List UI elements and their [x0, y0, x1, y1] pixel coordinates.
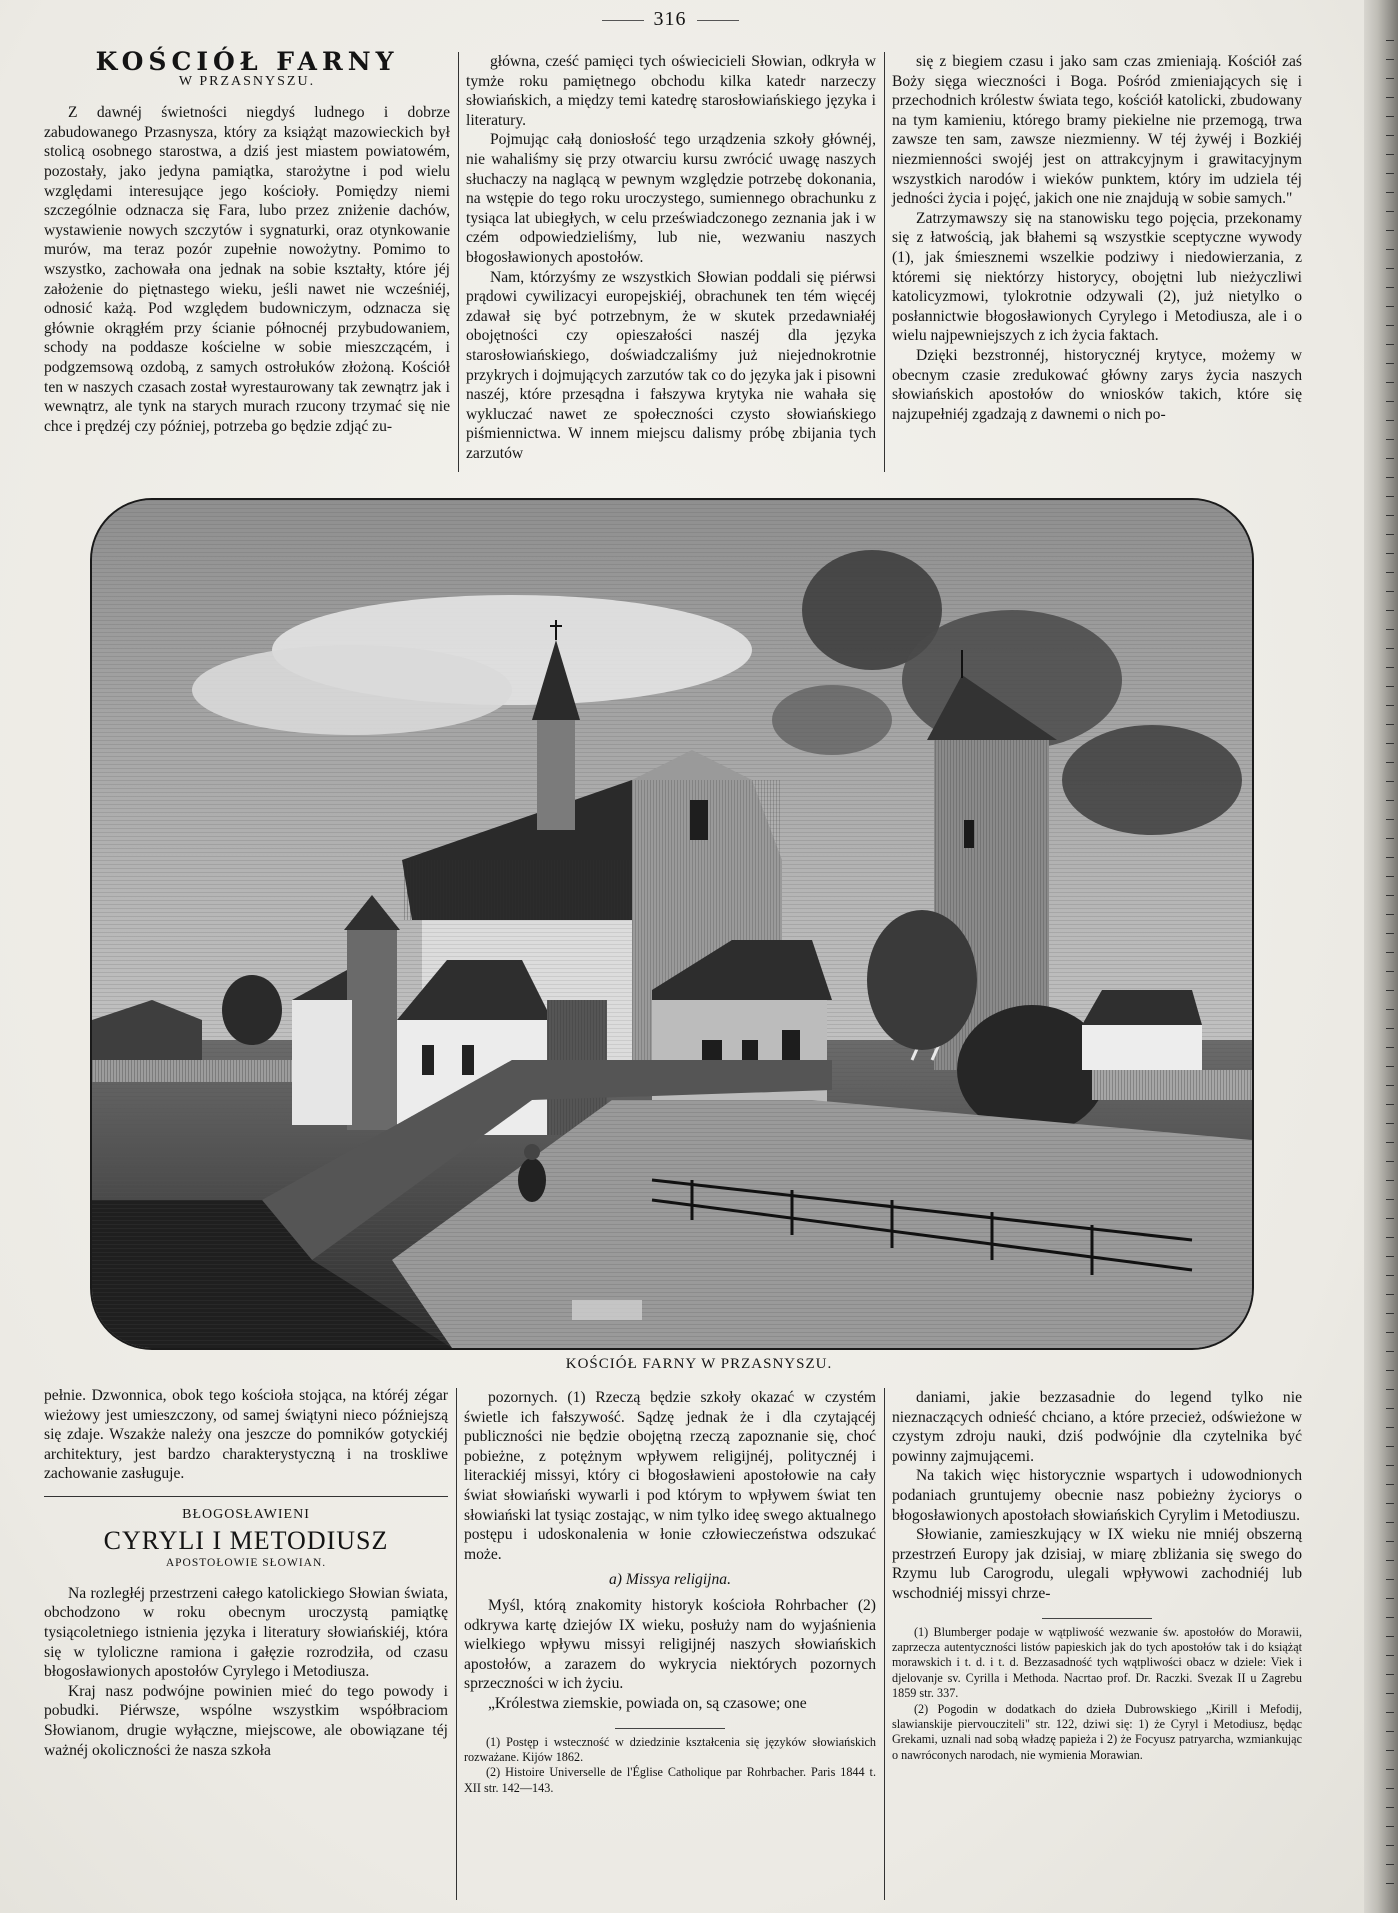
edge-text-line: [1386, 1731, 1394, 1732]
paragraph: Z dawnéj świetności niegdyś ludnego i dobrze zabudowanego Przasnysza, który za książąt mazowieckich był stolicą osobnego starostwa, a dziś jest miastem powiatowém, pozostały, jako jedyna pamiątka, starożytne i pod wielu względami interesujące jego kościoły. Pomiędzy niemi szczególnie odznacza się Fara, lubo przez zniżenie dachów, wystawienie nowych szczytów i sygnaturki, oraz otynkowanie murów, ma teraz pozór zupełnie nowożytny. Pomimo to wszystko, zachowała ona jednak na sobie kształty, które jéj założenie do piętnastego wieku, jeśli nawet nie wcześniéj, odnosić każą. Pod względem budowniczym, odznacza się głównie okrągłém przy ścianie północnéj przybudowaniem, schody na poddasze kościelne w sobie mieszczącém, i podgzemsową ozdobą, z samych ostrołuków złożoną. Kościół ten w naszych czasach został wyrestaurowany tak zewnątrz jak i wewnątrz, ale tynk na starych murach rzucony trzymać się nie chce i prędzéj czy później, potrzeba go będzie zdjąć zu-: [44, 104, 450, 435]
edge-text-line: [1386, 1009, 1394, 1010]
edge-text-line: [1386, 1655, 1394, 1656]
edge-text-line: [1386, 667, 1394, 668]
footnotes: [464, 1735, 876, 1797]
edge-text-line: [1386, 458, 1394, 459]
edge-text-line: [1386, 1218, 1394, 1219]
edge-text-line: [1386, 781, 1394, 782]
edge-text-line: [1386, 572, 1394, 573]
edge-text-line: [1386, 1807, 1394, 1808]
edge-text-line: [1386, 1028, 1394, 1029]
edge-text-line: [1386, 1313, 1394, 1314]
paragraph-group: [892, 1388, 1302, 1604]
edge-text-line: [1386, 1674, 1394, 1675]
paragraph-group: [466, 52, 876, 463]
paragraph: Myśl, którą znakomity historyk kościoła Rohrbacher (2) odkrywa kartę dziejów IX wieku, posłuży nam do wyjaśnienia wielkiego wpływu missyi religijnéj naszych słowiańskich apostołów, a zarazem do wykrycia niektórych pozornych sprzeczności w ich życiu.: [464, 1596, 876, 1693]
edge-text-line: [1386, 401, 1394, 402]
edge-text-line: [1386, 1047, 1394, 1048]
edge-text-line: [1386, 1522, 1394, 1523]
footnotes: [892, 1625, 1302, 1764]
edge-text-line: [1386, 382, 1394, 383]
paragraph-group: [892, 52, 1302, 424]
edge-text-line: [1386, 344, 1394, 345]
edge-text-line: [1386, 173, 1394, 174]
paragraph: Na takich więc historycznie wspartych i udowodnionych podaniach gruntujemy obecnie nasz pobieżny życiorys o błogosławionych apostołach słowiańskich Cyrylim i Metodiuszu.: [892, 1467, 1302, 1524]
edge-text-line: [1386, 1408, 1394, 1409]
edge-text-line: [1386, 325, 1394, 326]
edge-text-line: [1386, 1617, 1394, 1618]
edge-text-line: [1386, 1161, 1394, 1162]
edge-text-line: [1386, 648, 1394, 649]
paragraph: Słowianie, zamieszkujący w IX wieku nie mniéj obszerną przestrzeń Europy jak dzisiaj, w miarę zbliżania się swego do Rzymu lub Carogrodu, ulegali wpływowi zachodniéj lub wschodniéj missyi chrze-: [892, 1526, 1302, 1602]
edge-text-line: [1386, 1541, 1394, 1542]
paragraph: główna, cześć pamięci tych oświecicieli Słowian, odkryła w tymże roku pamiętnego obchodu kilka katedr narzeczy słowiańskich, a między temi katedrę starosłowiańskiego języka i literatury.: [466, 53, 876, 129]
edge-text-line: [1386, 496, 1394, 497]
edge-text-line: [1386, 1180, 1394, 1181]
article-title: KOŚCIÓŁ FARNY: [95, 47, 399, 76]
edge-text-line: [1386, 933, 1394, 934]
edge-text-line: [1386, 762, 1394, 763]
edge-text-line: [1386, 1332, 1394, 1333]
edge-text-line: [1386, 1693, 1394, 1694]
edge-text-line: [1386, 1066, 1394, 1067]
edge-text-line: [1386, 971, 1394, 972]
upper-column-1: [44, 47, 450, 436]
edge-text-line: [1386, 1560, 1394, 1561]
edge-text-line: [1386, 895, 1394, 896]
footnote-rule: [1042, 1618, 1152, 1619]
column-divider: [456, 1388, 457, 1900]
edge-text-line: [1386, 990, 1394, 991]
section-title: CYRYLI I METODIUSZ: [103, 1525, 389, 1555]
edge-text-line: [1386, 1446, 1394, 1447]
edge-text-line: [1386, 211, 1394, 212]
section-subtitle: APOSTOŁOWIE SŁOWIAN.: [165, 1557, 327, 1570]
upper-column-2: [466, 52, 876, 463]
paragraph: Pojmując całą doniosłość tego urządzenia szkoły głównéj, nie wahaliśmy się przy otwarciu kursu zwrócić uwagę naszych słuchaczy na naglącą w pewnym względzie potrzebę dokonania, na wstępie do tego roku uroczystego, sumiennego obrachunku z tysiąca lat ubiegłych, w celu przeświadczonego zeznania jak i w czém odpowiedzieliśmy, lub nie, wezwaniu naszych błogosławionych apostołów.: [466, 131, 876, 266]
lower-column-2: [464, 1388, 876, 1796]
edge-text-line: [1386, 1769, 1394, 1770]
column-divider: [884, 52, 885, 472]
edge-text-line: [1386, 724, 1394, 725]
paragraph: Nam, którzyśmy ze wszystkich Słowian poddali się piérwsi prądowi cywilizacyi europejskiéj, obrachunek ten tém więcéj zdawał się być potrzebnym, że w skutek przedawniałéj obojętności czy opieszałości naszéj dla języka starosłowiańskiego, doświadczaliśmy już niejednokrotnie przykrych i dojmujących zarzutów tak co do języka jak i pisowni naszéj, które przesądna i fałszywa krytyka nie wahała się wykluczać nawet ze społeczności czysto słowiańskiego piśmiennictwa. W innem miejscu dalismy próbę zbijania tych zarzutów: [466, 268, 876, 462]
column-divider: [458, 52, 459, 472]
edge-text-line: [1386, 534, 1394, 535]
edge-text-line: [1386, 1636, 1394, 1637]
subsection-heading: a) Missya religijna.: [609, 1571, 731, 1589]
paragraph-group: [44, 103, 450, 436]
edge-text-line: [1386, 1351, 1394, 1352]
edge-text-line: [1386, 1788, 1394, 1789]
edge-text-line: [1386, 306, 1394, 307]
edge-text-line: [1386, 819, 1394, 820]
church-engraving: [92, 500, 1252, 1348]
paragraph: Dzięki bezstronnéj, historycznéj krytyce, możemy w obecnym czasie zredukować główny zarys życia naszych słowiańskich apostołów do wniosków takich, które się najzupełniéj zgadzają z dawnemi o nich po-: [892, 346, 1302, 423]
edge-text-line: [1386, 40, 1394, 41]
edge-text-line: [1386, 135, 1394, 136]
edge-text-line: [1386, 1503, 1394, 1504]
edge-text-line: [1386, 1142, 1394, 1143]
paragraph: Na rozległéj przestrzeni całego katolickiego Słowian świata, obchodzono w roku obecnym uroczystą pamiątkę tysiącoletniego istnienia języka i literatury słowiańskiéj, która się w tyloliczne ramiona i gałęzie rozrodziła, od czasu błogosławionych apostołów Cyrylego i Metodiusza.: [44, 1584, 448, 1681]
edge-text-line: [1386, 1237, 1394, 1238]
edge-text-line: [1386, 230, 1394, 231]
edge-text-line: [1386, 1085, 1394, 1086]
paragraph: daniami, jakie bezzasadnie do legend tylko nie nieznaczących odnieść chciano, a które przecież, odświeżone w czystym zdroju nauki, dziś podwójnie dla czytelnika być powinny zajmującemi.: [892, 1389, 1302, 1465]
edge-text-line: [1386, 1370, 1394, 1371]
edge-text-line: [1386, 857, 1394, 858]
edge-text-line: [1386, 705, 1394, 706]
footnote: (2) Pogodin w dodatkach do dzieła Dubrowskiego „Kirill i Mefodij, slawianskije piervoucziteli" str. 122, dziwi się: 1) że Cyryl i Metodiusz, będąc Grekami, uznali nad sobą władzę papieża i 2) że Focyusz patryarcha, wzmiankując o nawróconych narodach, nie wymienia Morawian.: [892, 1701, 1302, 1762]
edge-text-line: [1386, 1256, 1394, 1257]
edge-text-line: [1386, 59, 1394, 60]
edge-text-line: [1386, 629, 1394, 630]
lower-column-3: [892, 1388, 1302, 1763]
edge-text-line: [1386, 1275, 1394, 1276]
edge-text-line: [1386, 154, 1394, 155]
footnote: (1) Blumberger podaje w wątpliwość wezwanie św. apostołów do Morawii, zaprzecza autentyczności listów papieskich jak do tych apostołów tak i do książąt morawskich i t. d. i t. d. Bezzasadność tych wątpliwości obacz w dziele: Viek i djelovanje sv. Cyrilla i Methoda. Nacrtao prof. Dr. Raczki. Svezak II u Zagrebu 1859 str. 337.: [892, 1624, 1302, 1701]
edge-text-line: [1386, 116, 1394, 117]
edge-text-line: [1386, 1465, 1394, 1466]
edge-text-line: [1386, 1712, 1394, 1713]
edge-text-line: [1386, 1104, 1394, 1105]
edge-text-line: [1386, 838, 1394, 839]
footnote: (1) Postęp i wsteczność w dziedzinie kształcenia się języków słowiańskich rozważane. Kijów 1862.: [464, 1734, 876, 1764]
paragraph-group: [464, 1388, 876, 1564]
edge-text-line: [1386, 1598, 1394, 1599]
edge-text-line: [1386, 1123, 1394, 1124]
edge-text-line: [1386, 515, 1394, 516]
continued-paragraph: pełnie. Dzwonnica, obok tego kościoła stojąca, na któréj zégar wieżowy jest umieszczony, od samej świątyni nieco późniejszą się zdaje. Wszakże należy ona jeszcze do pomników gotyckiéj architektury, jest bardzo charakterystyczną i na troskliwe zachowanie zasługuje.: [44, 1387, 448, 1483]
paragraph: pozornych. (1) Rzeczą będzie szkoły okazać w czystém świetle ich fałszywość. Sądzę jednak że i dla czytającéj publiczności nie będzie obojętną rzeczą zapoznanie się, choć pobieżne, z potężnym wpływem religijnéj, politycznéj i literackiéj missyi, który ci błogosławieni apostołowie na cały świat słowiański wywarli i pod którym to wpływem świat ten słowiański lat tysiąc zostając, w nim tylko ideę swego aktualnego postępu i udoskonalenia w łonie człowieczeństwa odszukać może.: [464, 1389, 876, 1563]
paragraph: „Królestwa ziemskie, powiada on, są czasowe; one: [488, 1694, 807, 1712]
edge-text-line: [1386, 1294, 1394, 1295]
edge-text-line: [1386, 1883, 1394, 1884]
edge-text-line: [1386, 192, 1394, 193]
paragraph: Kraj nasz podwójne powinien mieć do tego powody i pobudki. Piérwsze, wspólne wszystkim współbraciom Słowianom, drugie wyłączne, miejscowe, ale obowiązane téj ważnéj okoliczności że nasza szkoła: [44, 1682, 448, 1759]
edge-text-line: [1386, 876, 1394, 877]
edge-text-line: [1386, 1826, 1394, 1827]
edge-text-line: [1386, 363, 1394, 364]
edge-text-line: [1386, 1864, 1394, 1865]
edge-text-line: [1386, 477, 1394, 478]
section-pretitle: BŁOGOSŁAWIENI: [182, 1506, 310, 1522]
edge-text-line: [1386, 800, 1394, 801]
edge-text-line: [1386, 1579, 1394, 1580]
figure-caption: KOŚCIÓŁ FARNY W PRZASNYSZU.: [565, 1356, 833, 1372]
edge-text-line: [1386, 743, 1394, 744]
paragraph-group: [44, 1584, 448, 1760]
edge-text-line: [1386, 686, 1394, 687]
edge-text-line: [1386, 249, 1394, 250]
paragraph: się z biegiem czasu i jako sam czas zmieniają. Kościół zaś Boży sięga wieczności i Boga. Pośród zmieniających się i przechodnich królestw świata tego, kościół katolicki, zbudowany na tym kamieniu, którego bramy piekielne nie przemogą, trwa zawsze ten sam, zawsze niezmienny. W téj żywéj i Bozkiéj niezmienności swojéj jest on attrakcyjnym i grawitacyjnym wszystkich narodów i wieków punktem, który im udziela téj jedności życia i pojęć, jakich one nie znajdują w sobie samych.": [892, 53, 1302, 208]
edge-text-line: [1386, 97, 1394, 98]
paragraph: Zatrzymawszy się na stanowisku tego pojęcia, przekonamy się z łatwością, jak błahemi są wszystkie sceptyczne wywody (1), jak śmiesznemi wszelkie podziwy i niedowierzania, z któremi się niektórzy historycy, obojętni lub nieżyczliwi katolicyzmowi, tylokrotnie odzywali (2), już nietylko o posłannictwie błogosławionych Cyrylego i Metodiusza, ale i o wielu najpewniejszych z ich życia faktach.: [892, 209, 1302, 345]
edge-text-line: [1386, 1484, 1394, 1485]
page-number: 316: [590, 8, 750, 31]
edge-text-line: [1386, 914, 1394, 915]
edge-text-line: [1386, 287, 1394, 288]
edge-text-line: [1386, 610, 1394, 611]
edge-text-line: [1386, 439, 1394, 440]
upper-column-3: [892, 52, 1302, 424]
engraving-image: [92, 500, 1252, 1348]
edge-text-line: [1386, 1845, 1394, 1846]
section-rule: [44, 1496, 448, 1497]
article-subtitle: W PRZASNYSZU.: [178, 73, 316, 89]
edge-text-line: [1386, 1427, 1394, 1428]
lower-column-1: [44, 1386, 448, 1760]
paragraph-group: [464, 1596, 876, 1714]
edge-text-line: [1386, 553, 1394, 554]
edge-text-line: [1386, 1750, 1394, 1751]
edge-text-line: [1386, 1199, 1394, 1200]
adjacent-page-edge: [1364, 0, 1398, 1913]
edge-text-line: [1386, 952, 1394, 953]
footnote-rule: [615, 1728, 725, 1729]
edge-text-line: [1386, 591, 1394, 592]
column-divider: [884, 1388, 885, 1900]
footnote: (2) Histoire Universelle de l'Église Catholique par Rohrbacher. Paris 1844 t. XII str. 142—143.: [464, 1765, 876, 1795]
edge-text-line: [1386, 268, 1394, 269]
edge-text-line: [1386, 420, 1394, 421]
edge-text-line: [1386, 78, 1394, 79]
edge-text-line: [1386, 1389, 1394, 1390]
